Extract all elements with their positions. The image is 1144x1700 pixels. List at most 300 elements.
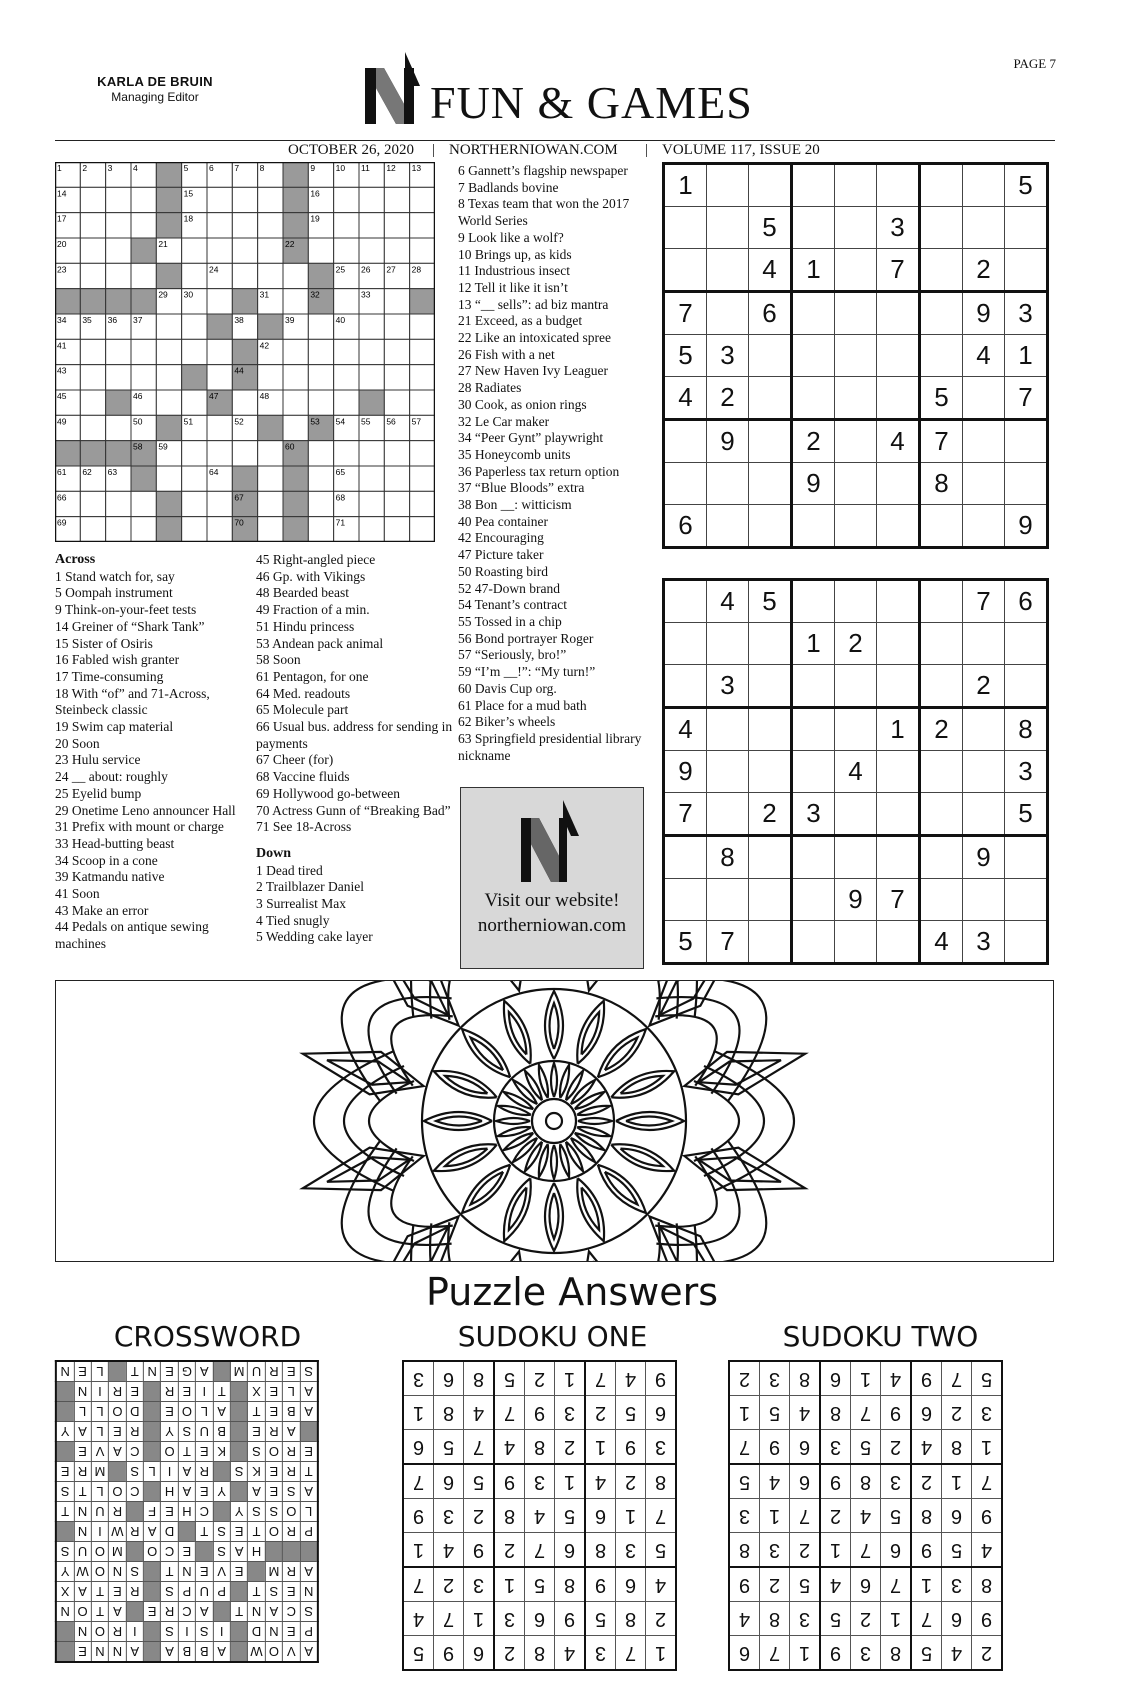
sudoku-one-cell[interactable] [920,335,963,377]
sudoku-two-cell[interactable] [835,665,877,708]
crossword-cell[interactable] [207,415,232,440]
sudoku-one-cell[interactable] [920,505,963,548]
sudoku-one-cell[interactable]: 9 [707,420,749,463]
crossword-cell[interactable] [232,390,257,415]
sudoku-two-cell[interactable]: 1 [877,708,920,751]
sudoku-two-cell[interactable] [877,665,920,708]
sudoku-two-cell[interactable] [963,879,1005,921]
sudoku-two-cell[interactable]: 5 [1005,793,1048,836]
crossword-cell[interactable] [308,339,333,364]
sudoku-one-cell[interactable]: 4 [749,249,792,292]
sudoku-one-cell[interactable]: 3 [1005,292,1048,335]
sudoku-one-cell[interactable] [963,463,1005,505]
crossword-cell[interactable] [80,213,105,238]
crossword-cell[interactable] [359,365,384,390]
crossword-cell[interactable] [80,415,105,440]
sudoku-two-cell[interactable] [664,879,707,921]
sudoku-one-cell[interactable] [749,505,792,548]
mandala-inner-petal [551,1063,557,1097]
sudoku-two-cell[interactable] [1005,921,1048,964]
sudoku-one-cell[interactable] [877,164,920,207]
sudoku-two-cell[interactable] [707,623,749,665]
sudoku-two-cell[interactable] [664,836,707,879]
crossword-cell[interactable] [410,187,435,212]
crossword-cell[interactable] [334,213,359,238]
sudoku-one-cell[interactable]: 4 [664,377,707,420]
sudoku-two-cell[interactable] [963,751,1005,793]
crossword-cell[interactable] [308,390,333,415]
crossword-cell[interactable] [80,491,105,516]
sudoku-two-cell[interactable] [920,879,963,921]
crossword-cell[interactable] [232,263,257,288]
sudoku-one-cell[interactable] [707,292,749,335]
crossword-cell[interactable] [359,213,384,238]
sudoku-two-cell[interactable] [792,665,835,708]
sudoku-one-cell[interactable] [749,335,792,377]
crossword-cell[interactable] [334,441,359,466]
crossword-cell[interactable] [384,466,409,491]
sudoku-one-cell[interactable] [920,164,963,207]
sudoku-one-cell[interactable] [877,335,920,377]
sudoku-two-cell[interactable]: 4 [707,580,749,623]
sudoku-two-cell[interactable]: 7 [877,879,920,921]
sudoku-one-cell[interactable] [664,249,707,292]
sudoku-one-cell[interactable] [920,292,963,335]
sudoku-one-cell[interactable]: 2 [707,377,749,420]
sudoku-two-cell[interactable] [792,836,835,879]
crossword-cell[interactable] [283,339,308,364]
sudoku-one-cell[interactable] [877,463,920,505]
sudoku-two-cell[interactable] [835,921,877,964]
sudoku-one-cell[interactable] [749,164,792,207]
crossword-cell[interactable] [182,238,207,263]
sudoku-one-cell[interactable] [877,377,920,420]
sudoku-one-cell[interactable] [963,420,1005,463]
sudoku-two-cell[interactable] [877,836,920,879]
crossword-cell[interactable] [80,187,105,212]
crossword-cell[interactable] [410,213,435,238]
sudoku-one-cell[interactable] [920,207,963,249]
sudoku-one-cell[interactable] [835,463,877,505]
sudoku-one-cell[interactable] [664,420,707,463]
sudoku-one-cell[interactable]: 4 [963,335,1005,377]
crossword-cell[interactable] [384,187,409,212]
sudoku-one-cell[interactable] [707,249,749,292]
crossword-cell[interactable] [80,390,105,415]
sudoku-one-cell[interactable] [792,377,835,420]
crossword-cell[interactable] [334,390,359,415]
crossword-cell[interactable] [283,415,308,440]
crossword-cell[interactable] [410,390,435,415]
sudoku-two-cell[interactable]: 2 [835,623,877,665]
crossword-cell[interactable] [106,365,131,390]
sudoku-one-cell[interactable] [920,249,963,292]
sudoku-two-cell[interactable] [792,580,835,623]
sudoku-one-cell[interactable]: 5 [920,377,963,420]
sudoku-two-answer-cell: 9 [881,1396,912,1430]
crossword-cell[interactable] [207,238,232,263]
sudoku-one-cell[interactable]: 5 [749,207,792,249]
sudoku-one-cell[interactable] [877,292,920,335]
sudoku-two-cell[interactable]: 8 [1005,708,1048,751]
sudoku-two-cell[interactable] [963,623,1005,665]
sudoku-two-cell[interactable] [749,751,792,793]
sudoku-two-cell[interactable] [835,580,877,623]
sudoku-two-cell[interactable] [749,921,792,964]
sudoku-one-cell[interactable] [664,207,707,249]
crossword-cell[interactable] [283,263,308,288]
crossword-cell[interactable] [359,238,384,263]
crossword-cell[interactable] [384,491,409,516]
answer-letter: O [178,1402,195,1422]
sudoku-one-cell[interactable]: 7 [1005,377,1048,420]
sudoku-two-cell[interactable] [920,623,963,665]
sudoku-one-cell[interactable] [664,463,707,505]
crossword-cell[interactable] [131,213,156,238]
crossword-cell[interactable] [384,517,409,542]
crossword-clue-number: 56 [386,416,396,427]
sudoku-two-cell[interactable] [707,708,749,751]
sudoku-two-cell[interactable] [877,921,920,964]
crossword-cell[interactable] [308,517,333,542]
crossword-cell[interactable] [258,365,283,390]
sudoku-one-cell[interactable]: 1 [664,164,707,207]
sudoku-one-cell[interactable]: 3 [877,207,920,249]
sudoku-two-cell[interactable]: 3 [707,665,749,708]
sudoku-two-cell[interactable] [707,793,749,836]
sudoku-two-cell[interactable] [963,708,1005,751]
sudoku-one-cell[interactable] [877,505,920,548]
sudoku-two-cell[interactable] [877,623,920,665]
sudoku-one-cell[interactable] [749,463,792,505]
sudoku-one-answer-cell: 6 [434,1361,464,1396]
sudoku-two-cell[interactable] [920,751,963,793]
crossword-cell[interactable] [131,187,156,212]
sudoku-two-cell[interactable]: 8 [707,836,749,879]
sudoku-one-cell[interactable] [792,164,835,207]
sudoku-two-cell[interactable]: 7 [664,793,707,836]
crossword-cell[interactable] [410,365,435,390]
sudoku-one-cell[interactable]: 9 [792,463,835,505]
answer-letter: T [248,1522,265,1542]
crossword-cell[interactable] [384,365,409,390]
sudoku-one-answer-cell: 4 [525,1499,555,1533]
sudoku-two-cell[interactable]: 9 [835,879,877,921]
sudoku-one-cell[interactable]: 7 [920,420,963,463]
sudoku-two-cell[interactable] [835,836,877,879]
crossword-cell[interactable] [106,517,131,542]
sudoku-one-cell[interactable] [792,335,835,377]
crossword-cell[interactable] [80,365,105,390]
sudoku-one-cell[interactable] [835,335,877,377]
crossword-cell[interactable] [156,466,181,491]
sudoku-two-cell[interactable] [1005,623,1048,665]
sudoku-one-cell[interactable] [707,463,749,505]
sudoku-two-cell[interactable] [920,836,963,879]
sudoku-two-cell[interactable]: 4 [920,921,963,964]
sudoku-two-cell[interactable]: 4 [664,708,707,751]
crossword-cell[interactable] [359,339,384,364]
crossword-cell[interactable] [207,441,232,466]
sudoku-two-cell[interactable] [792,921,835,964]
answer-letter: K [248,1462,265,1482]
sudoku-two-cell[interactable]: 9 [664,751,707,793]
sudoku-two-cell[interactable] [749,708,792,751]
crossword-cell[interactable] [334,238,359,263]
sudoku-one-cell[interactable]: 5 [1005,164,1048,207]
answer-letter: A [196,1602,213,1622]
sudoku-one-cell[interactable]: 9 [963,292,1005,335]
sudoku-one-cell[interactable] [835,249,877,292]
crossword-cell[interactable] [258,238,283,263]
sudoku-two-cell[interactable] [963,793,1005,836]
sudoku-two-cell[interactable] [664,665,707,708]
crossword-cell[interactable] [334,339,359,364]
crossword-cell[interactable] [384,441,409,466]
crossword-cell[interactable] [182,517,207,542]
sudoku-two-cell[interactable]: 6 [1005,580,1048,623]
crossword-cell[interactable] [258,517,283,542]
crossword-cell[interactable] [207,339,232,364]
crossword-cell[interactable] [182,390,207,415]
sudoku-two-cell[interactable] [1005,879,1048,921]
crossword-cell[interactable] [106,339,131,364]
sudoku-two-cell[interactable] [835,708,877,751]
sudoku-one-cell[interactable]: 7 [877,249,920,292]
crossword-cell[interactable] [308,238,333,263]
sudoku-one-cell[interactable] [1005,249,1048,292]
crossword-cell[interactable] [80,517,105,542]
crossword-cell[interactable] [182,314,207,339]
sudoku-one-cell[interactable] [707,164,749,207]
sudoku-two-cell[interactable] [792,879,835,921]
crossword-cell[interactable] [80,339,105,364]
sudoku-two-cell[interactable] [664,580,707,623]
sudoku-two-cell[interactable] [920,793,963,836]
crossword-cell[interactable] [410,238,435,263]
sudoku-two-cell[interactable]: 3 [1005,751,1048,793]
crossword-cell[interactable] [182,491,207,516]
crossword-cell[interactable] [410,314,435,339]
crossword-cell[interactable] [106,213,131,238]
sudoku-two-cell[interactable] [920,665,963,708]
sudoku-one-cell[interactable]: 6 [664,505,707,548]
crossword-cell[interactable] [334,365,359,390]
sudoku-one-cell[interactable] [835,164,877,207]
sudoku-two-cell[interactable]: 4 [835,751,877,793]
crossword-cell[interactable] [182,339,207,364]
sudoku-one-cell[interactable] [1005,463,1048,505]
crossword-cell[interactable] [182,441,207,466]
sudoku-one-cell[interactable]: 8 [920,463,963,505]
sudoku-two-cell[interactable]: 3 [792,793,835,836]
sudoku-two-cell[interactable]: 9 [963,836,1005,879]
crossword-cell[interactable] [207,213,232,238]
crossword-cell[interactable] [384,314,409,339]
sudoku-one-cell[interactable] [963,207,1005,249]
crossword-cell[interactable] [359,466,384,491]
crossword-cell[interactable] [410,491,435,516]
crossword-cell[interactable] [359,314,384,339]
sudoku-one-cell[interactable] [792,292,835,335]
crossword-cell[interactable] [308,365,333,390]
crossword-cell[interactable] [283,289,308,314]
sudoku-two-cell[interactable] [664,623,707,665]
sudoku-one-cell[interactable] [963,505,1005,548]
crossword-cell[interactable] [80,263,105,288]
crossword-cell[interactable] [410,441,435,466]
sudoku-one-cell[interactable] [792,207,835,249]
sudoku-two-cell[interactable]: 7 [707,921,749,964]
crossword-cell[interactable] [232,213,257,238]
crossword-cell[interactable] [131,517,156,542]
sudoku-two-cell[interactable] [792,708,835,751]
crossword-cell[interactable] [384,213,409,238]
sudoku-two-cell[interactable] [749,836,792,879]
sudoku-one-cell[interactable] [835,377,877,420]
crossword-cell[interactable] [334,289,359,314]
sudoku-one-cell[interactable] [1005,207,1048,249]
sudoku-one-cell[interactable] [707,207,749,249]
sudoku-two-cell[interactable] [1005,836,1048,879]
sudoku-two-cell[interactable] [877,793,920,836]
crossword-cell[interactable] [410,517,435,542]
crossword-cell[interactable] [410,466,435,491]
crossword-cell[interactable] [182,263,207,288]
sudoku-two-cell[interactable] [920,580,963,623]
sudoku-one-cell[interactable]: 2 [792,420,835,463]
sudoku-one-cell[interactable]: 1 [792,249,835,292]
sudoku-one-cell[interactable] [835,292,877,335]
crossword-cell[interactable] [106,415,131,440]
crossword-cell[interactable] [232,187,257,212]
sudoku-two-cell[interactable] [877,580,920,623]
sudoku-two-cell[interactable]: 7 [963,580,1005,623]
crossword-cell[interactable] [359,441,384,466]
sudoku-one-answer-cell: 7 [434,1602,464,1636]
crossword-cell[interactable] [258,263,283,288]
crossword-cell[interactable] [258,187,283,212]
crossword-cell[interactable] [207,289,232,314]
crossword-cell[interactable] [334,187,359,212]
sudoku-two-cell[interactable]: 2 [920,708,963,751]
sudoku-two-cell[interactable] [1005,665,1048,708]
sudoku-one-cell[interactable] [749,420,792,463]
sudoku-one-cell[interactable] [792,505,835,548]
crossword-cell[interactable] [156,339,181,364]
sudoku-one-cell[interactable] [835,207,877,249]
sudoku-two-cell[interactable] [835,793,877,836]
crossword-cell[interactable] [156,390,181,415]
crossword-cell[interactable] [384,289,409,314]
sudoku-two-cell[interactable]: 5 [664,921,707,964]
sudoku-two-cell[interactable]: 3 [963,921,1005,964]
crossword-cell[interactable] [80,238,105,263]
sudoku-one-cell[interactable]: 1 [1005,335,1048,377]
crossword-cell[interactable] [384,238,409,263]
sudoku-two-cell[interactable] [749,623,792,665]
crossword-cell[interactable] [131,491,156,516]
crossword-cell[interactable] [308,441,333,466]
crossword-cell[interactable] [359,491,384,516]
sudoku-one-cell[interactable]: 7 [664,292,707,335]
crossword-cell[interactable] [308,491,333,516]
crossword-clue-number: 39 [285,315,295,325]
sudoku-one-cell[interactable]: 5 [664,335,707,377]
answer-letter: K [213,1442,230,1462]
crossword-cell[interactable] [207,517,232,542]
sudoku-one-cell[interactable] [749,377,792,420]
crossword-cell[interactable] [359,187,384,212]
crossword-cell[interactable] [258,466,283,491]
sudoku-two-cell[interactable] [749,665,792,708]
sudoku-one-cell[interactable] [963,164,1005,207]
sudoku-one-cell[interactable] [963,377,1005,420]
crossword-clue-number: 31 [259,289,270,300]
sudoku-one-cell[interactable] [1005,420,1048,463]
crossword-cell[interactable] [106,238,131,263]
crossword-cell[interactable] [106,187,131,212]
sudoku-one-cell[interactable] [707,505,749,548]
crossword-cell[interactable] [207,187,232,212]
crossword-cell[interactable] [106,263,131,288]
crossword-cell[interactable] [308,314,333,339]
sudoku-two-cell[interactable] [707,879,749,921]
crossword-cell[interactable] [258,213,283,238]
crossword-cell[interactable] [308,466,333,491]
sudoku-two-cell[interactable] [877,751,920,793]
crossword-cell[interactable] [232,441,257,466]
crossword-cell[interactable] [258,441,283,466]
crossword-cell[interactable] [232,238,257,263]
sudoku-one-cell[interactable]: 9 [1005,505,1048,548]
crossword-cell[interactable] [384,339,409,364]
answer-letter: R [109,1382,126,1402]
crossword-cell[interactable] [182,466,207,491]
crossword-cell[interactable] [156,314,181,339]
crossword-cell[interactable] [283,365,308,390]
sudoku-one-answer-cell: 2 [464,1499,495,1533]
sudoku-one-cell[interactable]: 6 [749,292,792,335]
crossword-cell[interactable] [283,390,308,415]
crossword-cell[interactable] [131,263,156,288]
sudoku-two-cell[interactable] [792,751,835,793]
crossword-cell[interactable] [207,365,232,390]
crossword-cell[interactable] [384,390,409,415]
answer-letter: O [265,1442,282,1462]
crossword-cell[interactable] [131,339,156,364]
sudoku-one-cell[interactable]: 3 [707,335,749,377]
crossword-cell[interactable] [156,365,181,390]
sudoku-one-cell[interactable] [835,505,877,548]
crossword-cell[interactable] [359,517,384,542]
crossword-cell[interactable] [258,491,283,516]
sudoku-two-cell[interactable]: 2 [749,793,792,836]
sudoku-two-cell[interactable]: 1 [792,623,835,665]
sudoku-two-cell[interactable] [707,751,749,793]
sudoku-two-cell[interactable]: 2 [963,665,1005,708]
sudoku-two-cell[interactable] [749,879,792,921]
crossword-cell[interactable] [410,339,435,364]
crossword-cell[interactable] [207,491,232,516]
sudoku-one-cell[interactable] [835,420,877,463]
sudoku-one-cell[interactable]: 2 [963,249,1005,292]
website-ad[interactable] [460,787,644,969]
sudoku-one-cell[interactable]: 4 [877,420,920,463]
sudoku-two-cell[interactable]: 5 [749,580,792,623]
crossword-cell[interactable] [106,491,131,516]
crossword-cell[interactable] [131,365,156,390]
